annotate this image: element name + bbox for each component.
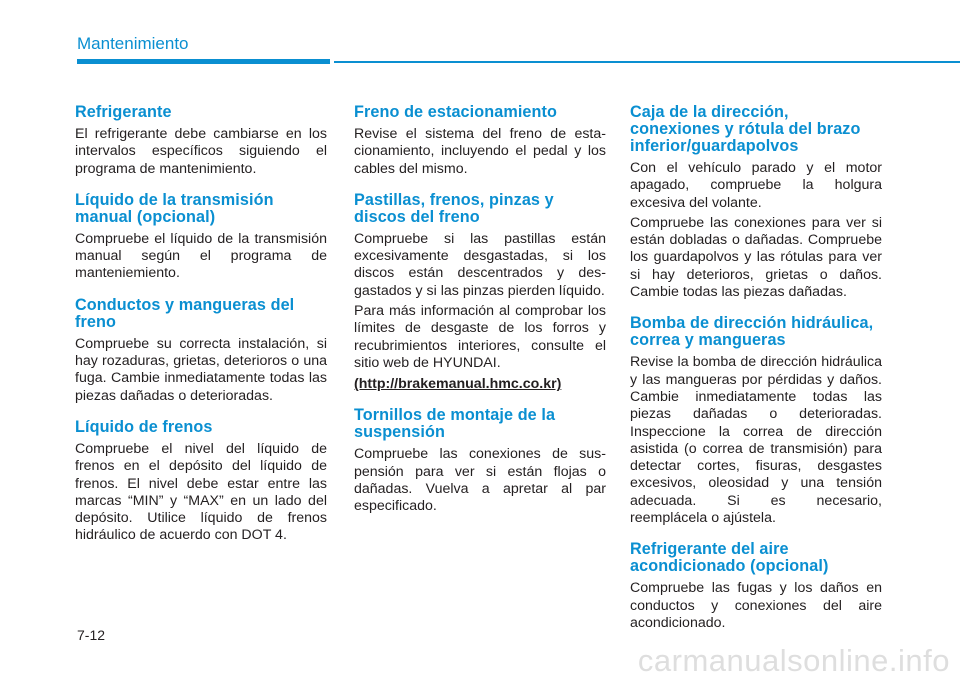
heading-refrigerante-aire: Refrigerante del aire acondicionado (opcional) [630, 540, 829, 576]
column-2 [354, 104, 606, 529]
column-3 [630, 104, 882, 646]
heading-tornillos-suspension: Tornillos de montaje de la suspensión [354, 406, 556, 442]
block-tornillos-suspension [354, 407, 606, 515]
page-number: 7-12 [77, 627, 106, 643]
para: Con el vehículo parado y el motor apagado, compruebe la holgura excesiva del volante. [630, 160, 882, 211]
block-liquido-frenos [75, 419, 327, 545]
block-refrigerante-aire [630, 541, 882, 632]
block-caja-direccion [630, 104, 882, 301]
heading-caja-direccion: Caja de la dirección, conexiones y rótula del brazo inferior/guardapolvos [630, 103, 861, 155]
watermark: carmanualsonline.info [637, 643, 950, 678]
para: Compruebe su correcta instalación, si hay rozaduras, grietas, deterioros o una fuga. Cambie inmediatamente todas las piezas dañadas o deterioradas. [75, 335, 327, 404]
heading-bomba-direccion: Bomba de dirección hidráulica, correa y mangueras [630, 314, 874, 350]
para: Para más información al comprobar los límites de desgaste de los forros y recubrimientos interiores, consulte el sitio web de HYUNDAI. [354, 303, 606, 371]
para: El refrigerante debe cambiarse en los intervalos específicos siguiendo el programa de mantenimiento. [75, 126, 327, 177]
para: Revise el sistema del freno de estacionamiento, incluyendo el pedal y los cables del mismo. [354, 126, 606, 177]
header-rule-thin [334, 61, 960, 63]
para: Compruebe las conexiones de suspensión para ver si están flojas o dañadas. Vuelva a apretar al par especificado. [354, 446, 606, 515]
para: Compruebe el nivel del líquido de frenos en el depósito del líquido de frenos. El nivel debe estar entre las marcas “MIN” y “MAX” en un lado del depósito. Utilice líquido de frenos hidráulico de acuerdo con DOT 4. [75, 440, 327, 544]
section-header: Mantenimiento [77, 34, 189, 53]
para: Compruebe las conexiones para ver si están dobladas o dañadas. Compruebe los guardapolvos y las rótulas para ver si hay deterioros, grietas o daños. Cambie todas las piezas dañadas. [630, 214, 882, 301]
header-rule-thick [77, 59, 330, 64]
block-pastillas [354, 192, 606, 393]
heading-pastillas: Pastillas, frenos, pinzas y discos del freno [354, 190, 554, 226]
block-bomba-direccion [630, 315, 882, 527]
column-1 [75, 104, 327, 559]
para: Compruebe si las pastillas están excesivamente desgastadas, si los discos están descentrados y desgastados y si las pinzas pierden líquido. [354, 230, 606, 299]
para: Revise la bomba de dirección hidráulica y las mangueras por pérdidas y daños. Cambie inmediatamente todas las piezas dañadas o deterioradas. Inspeccione la correa de dirección asistida (o correa de transmisión) para detectar cortes, fisuras, desgastes excesivos, oleosidad y una tensión adecuada. Si es necesario, reemplácela o ajústela. [630, 354, 882, 527]
heading-conductos-freno: Conductos y mangueras del freno [75, 295, 295, 331]
block-conductos-freno [75, 297, 327, 405]
para: Compruebe las fugas y los daños en conductos y conexiones del aire acondicionado. [630, 580, 882, 631]
block-refrigerante [75, 104, 327, 178]
heading-refrigerante: Refrigerante [75, 103, 172, 121]
brakemanual-link[interactable]: (http://brakemanual.hmc.co.kr) [354, 376, 562, 393]
heading-liquido-frenos: Líquido de frenos [75, 417, 213, 436]
heading-liquido-transmision: Líquido de la transmisión manual (opcional) [75, 190, 274, 226]
block-freno-estacionamiento [354, 104, 606, 178]
heading-freno-estacionamiento: Freno de estacionamiento [354, 103, 557, 121]
para: Compruebe el líquido de la transmisión manual según el programa de manteniemiento. [75, 230, 327, 282]
block-liquido-transmision [75, 192, 327, 283]
